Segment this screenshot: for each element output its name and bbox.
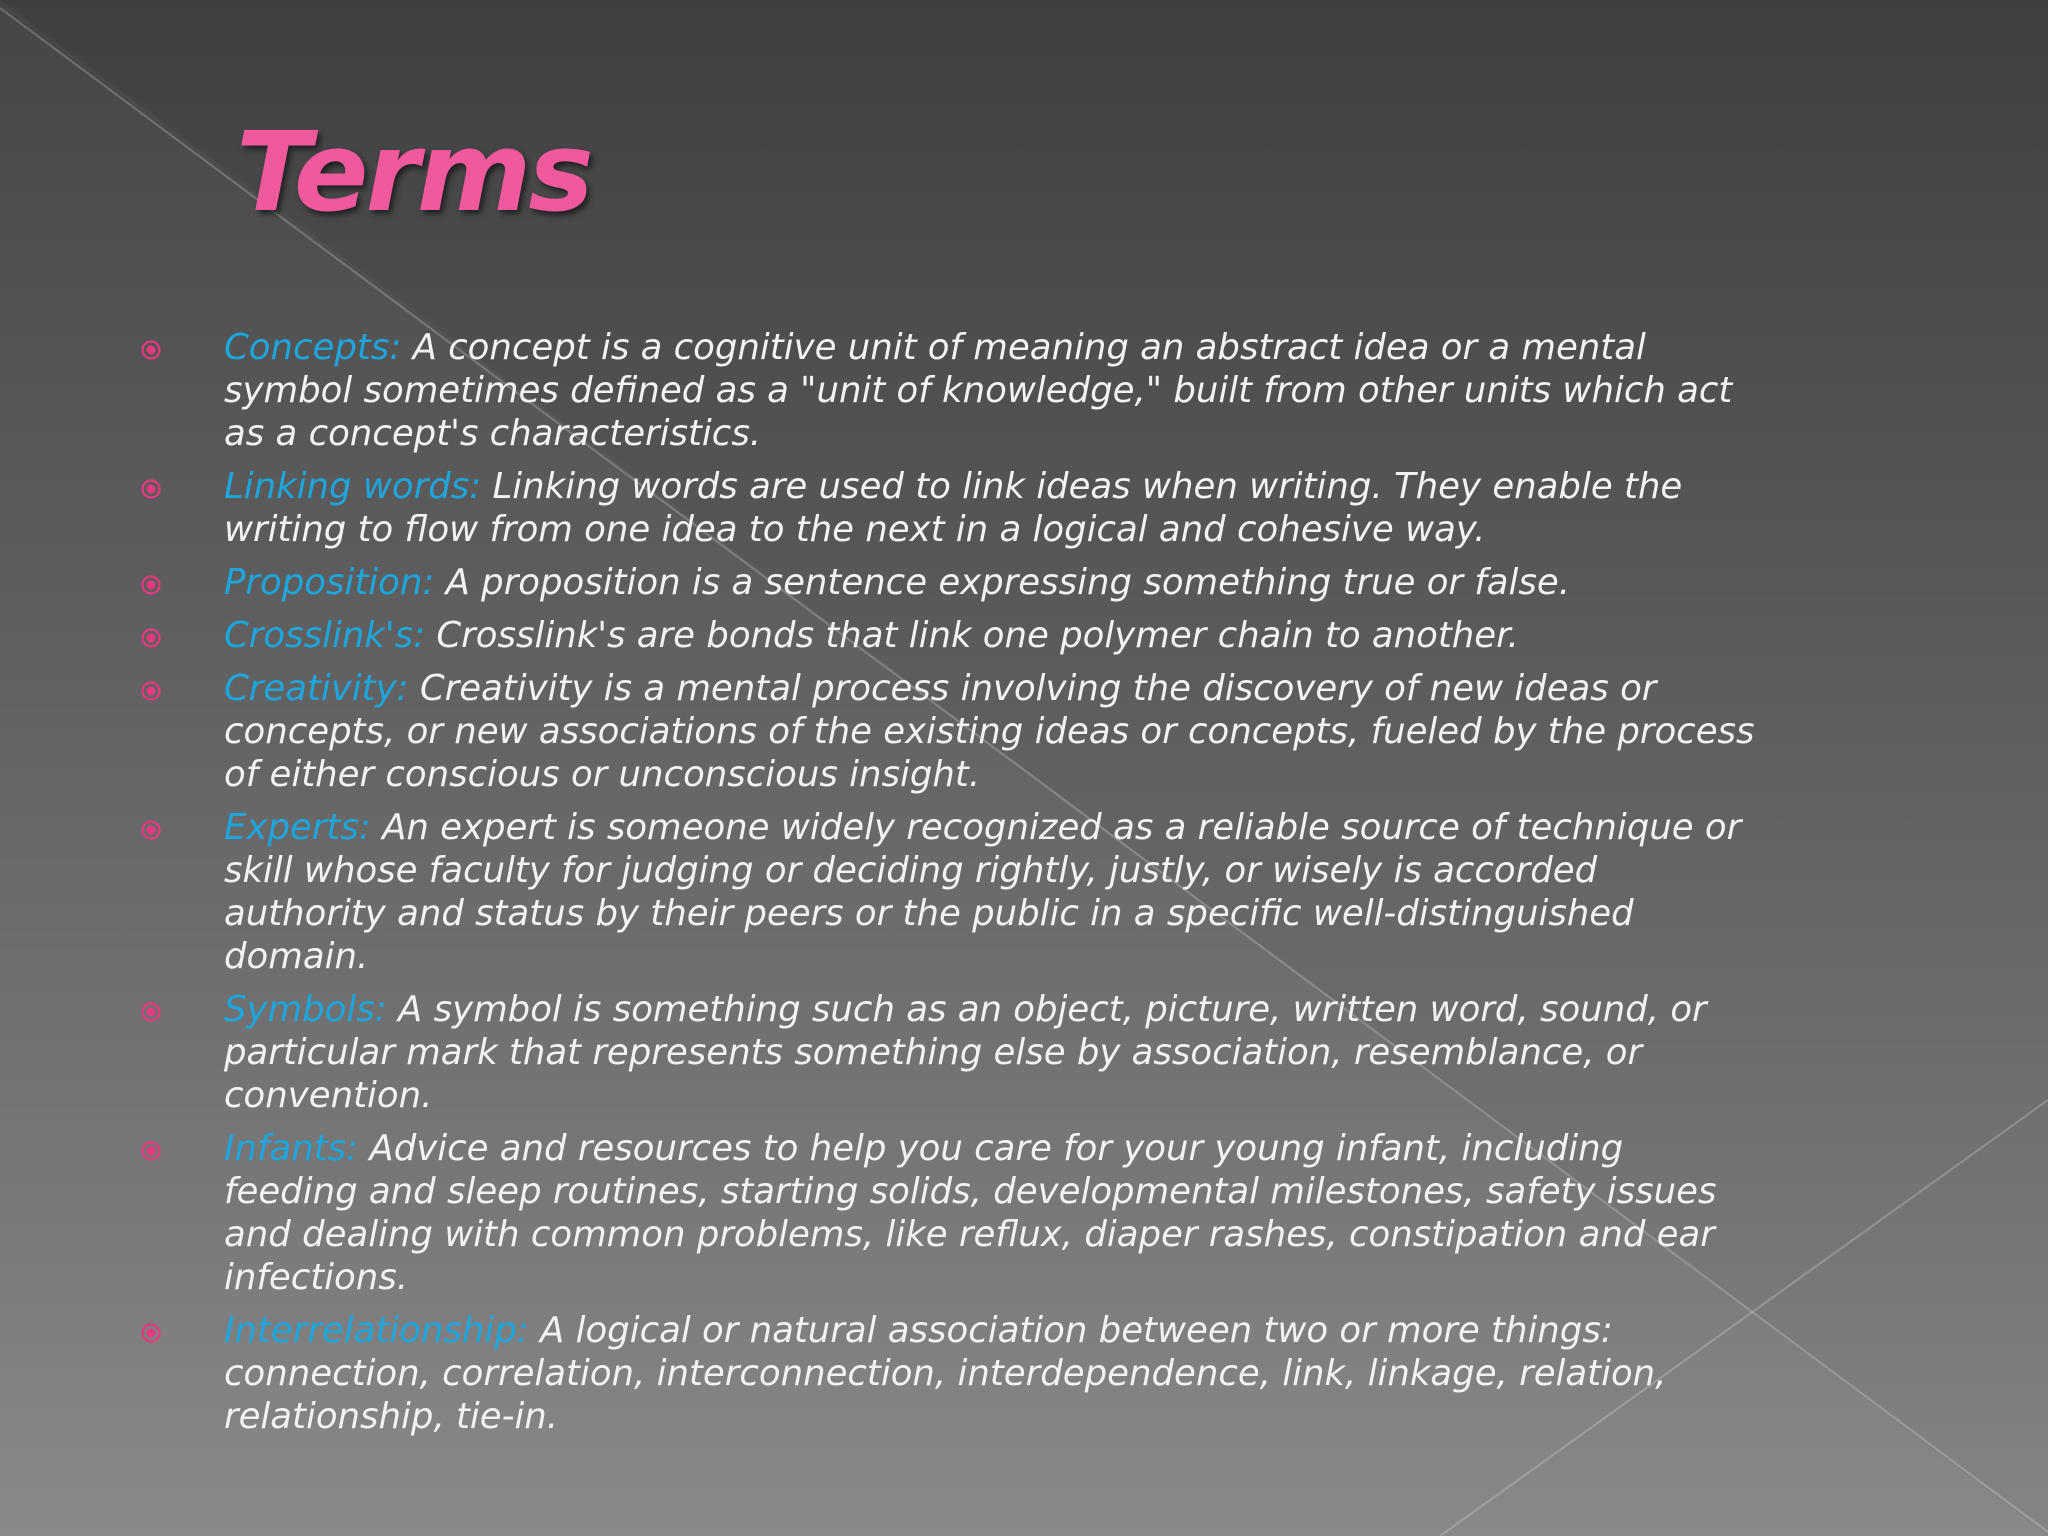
circled-dot-icon: [140, 478, 162, 500]
term-item: [140, 1309, 1760, 1438]
circled-dot-icon: [140, 627, 162, 649]
term-name: Interrelationship:: [224, 1310, 529, 1351]
term-name: Creativity:: [224, 668, 409, 709]
term-item: [140, 465, 1760, 551]
term-name: Infants:: [224, 1128, 359, 1169]
term-definition: A logical or natural association between two or more things: connection, correlation, interconnection, interdependence, link, linkage, relation, relationship, tie-in.: [224, 1310, 1667, 1437]
term-name: Crosslink's:: [224, 615, 426, 656]
term-item: [140, 614, 1760, 657]
term-name: Symbols:: [224, 989, 387, 1030]
term-definition: Linking words are used to link ideas when writing. They enable the writing to flow from one idea to the next in a logical and cohesive way.: [224, 466, 1683, 550]
term-name: Linking words:: [224, 466, 482, 507]
term-definition: A concept is a cognitive unit of meaning an abstract idea or a mental symbol sometimes defined as a "unit of knowledge," built from other units which act as a concept's characteristics.: [224, 327, 1733, 454]
term-item: [140, 561, 1760, 604]
term-name: Experts:: [224, 807, 371, 848]
term-name: Concepts:: [224, 327, 402, 368]
term-item: [140, 1127, 1760, 1299]
term-name: Proposition:: [224, 562, 435, 603]
terms-list: [140, 326, 1760, 1448]
term-definition: A symbol is something such as an object, picture, written word, sound, or particular mark that represents something else by association, resemblance, or convention.: [224, 989, 1707, 1116]
term-definition: A proposition is a sentence expressing something true or false.: [445, 562, 1571, 603]
slide-title: Terms: [236, 108, 591, 236]
circled-dot-icon: [140, 1140, 162, 1162]
term-item: [140, 667, 1760, 796]
circled-dot-icon: [140, 819, 162, 841]
circled-dot-icon: [140, 339, 162, 361]
term-definition: Advice and resources to help you care for your young infant, including feeding and sleep routines, starting solids, developmental milestones, safety issues and dealing with common problems, like reflux, diaper rashes, constipation and ear infections.: [224, 1128, 1717, 1298]
term-item: [140, 806, 1760, 978]
circled-dot-icon: [140, 574, 162, 596]
term-definition: Crosslink's are bonds that link one polymer chain to another.: [436, 615, 1519, 656]
term-item: [140, 988, 1760, 1117]
term-definition: Creativity is a mental process involving the discovery of new ideas or concepts, or new associations of the existing ideas or concepts, fueled by the process of either conscious or unconscious insight.: [224, 668, 1755, 795]
circled-dot-icon: [140, 1001, 162, 1023]
term-definition: An expert is someone widely recognized as a reliable source of technique or skill whose faculty for judging or deciding rightly, justly, or wisely is accorded authority and status by their peers or the public in a specific well-distinguished domain.: [224, 807, 1742, 977]
circled-dot-icon: [140, 1322, 162, 1344]
term-item: [140, 326, 1760, 455]
circled-dot-icon: [140, 680, 162, 702]
